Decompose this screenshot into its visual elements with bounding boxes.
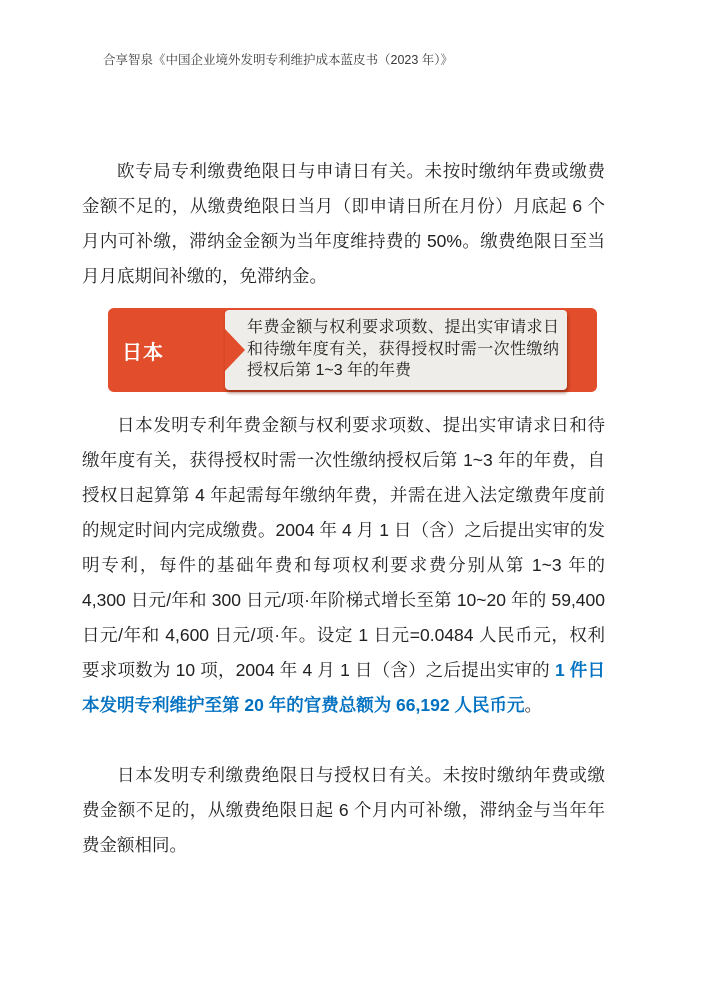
japan-callout-text: 年费金额与权利要求项数、提出实审请求日和待缴年度有关，获得授权时需一次性缴纳授权后第 1~3 年的年费 (247, 319, 559, 379)
paragraph-epo-deadline: 欧专局专利缴费绝限日与申请日有关。未按时缴纳年费或缴费金额不足的，从缴费绝限日当月（即申请日所在月份）月底起 6 个月内可补缴，滞纳金金额为当年度维持费的 50%。缴费绝限日至当月月底期间补缴的，免滞纳金。 (82, 161, 605, 286)
japan-callout-body (225, 310, 567, 390)
paragraph-japan-fees (82, 408, 605, 723)
japan-fees-sentence-end: 。 (524, 695, 542, 715)
japan-fees-text: 日本发明专利年费金额与权利要求项数、提出实审请求日和待缴年度有关，获得授权时需一次性缴纳授权后第 1~3 年的年费，自授权日起算第 4 年起需每年缴纳年费，并需在进入法定缴费年度前的规定时间内完成缴费。2004 年 4 月 1 日（含）之后提出实审的发明专利，每件的基础年费和每项权利要求费分别从第 1~3 年的 4,300 日元/年和 300 日元/项·年阶梯式增长至第 10~20 年的 59,400 日元/年和 4,600 日元/项·年。设定 1 日元=0.0484 人民币元，权利要求项数为 10 项，2004 年 4 月 1 日（含）之后提出实审的 (82, 415, 605, 680)
japan-callout-banner (108, 308, 597, 392)
paragraph-japan-deadline: 日本发明专利缴费绝限日与授权日有关。未按时缴纳年费或缴费金额不足的，从缴费绝限日起 6 个月内可补缴，滞纳金与当年年费金额相同。 (82, 765, 605, 855)
document-header: 合享智泉《中国企业境外发明专利维护成本蓝皮书（2023 年）》 (103, 53, 454, 67)
japan-callout-label: 日本 (122, 341, 164, 364)
callout-arrow-icon (225, 329, 245, 371)
japan-total-cost-highlight: 1 件日本发明专利维护至第 20 年的官费总额为 66,192 人民币元 (82, 660, 605, 715)
